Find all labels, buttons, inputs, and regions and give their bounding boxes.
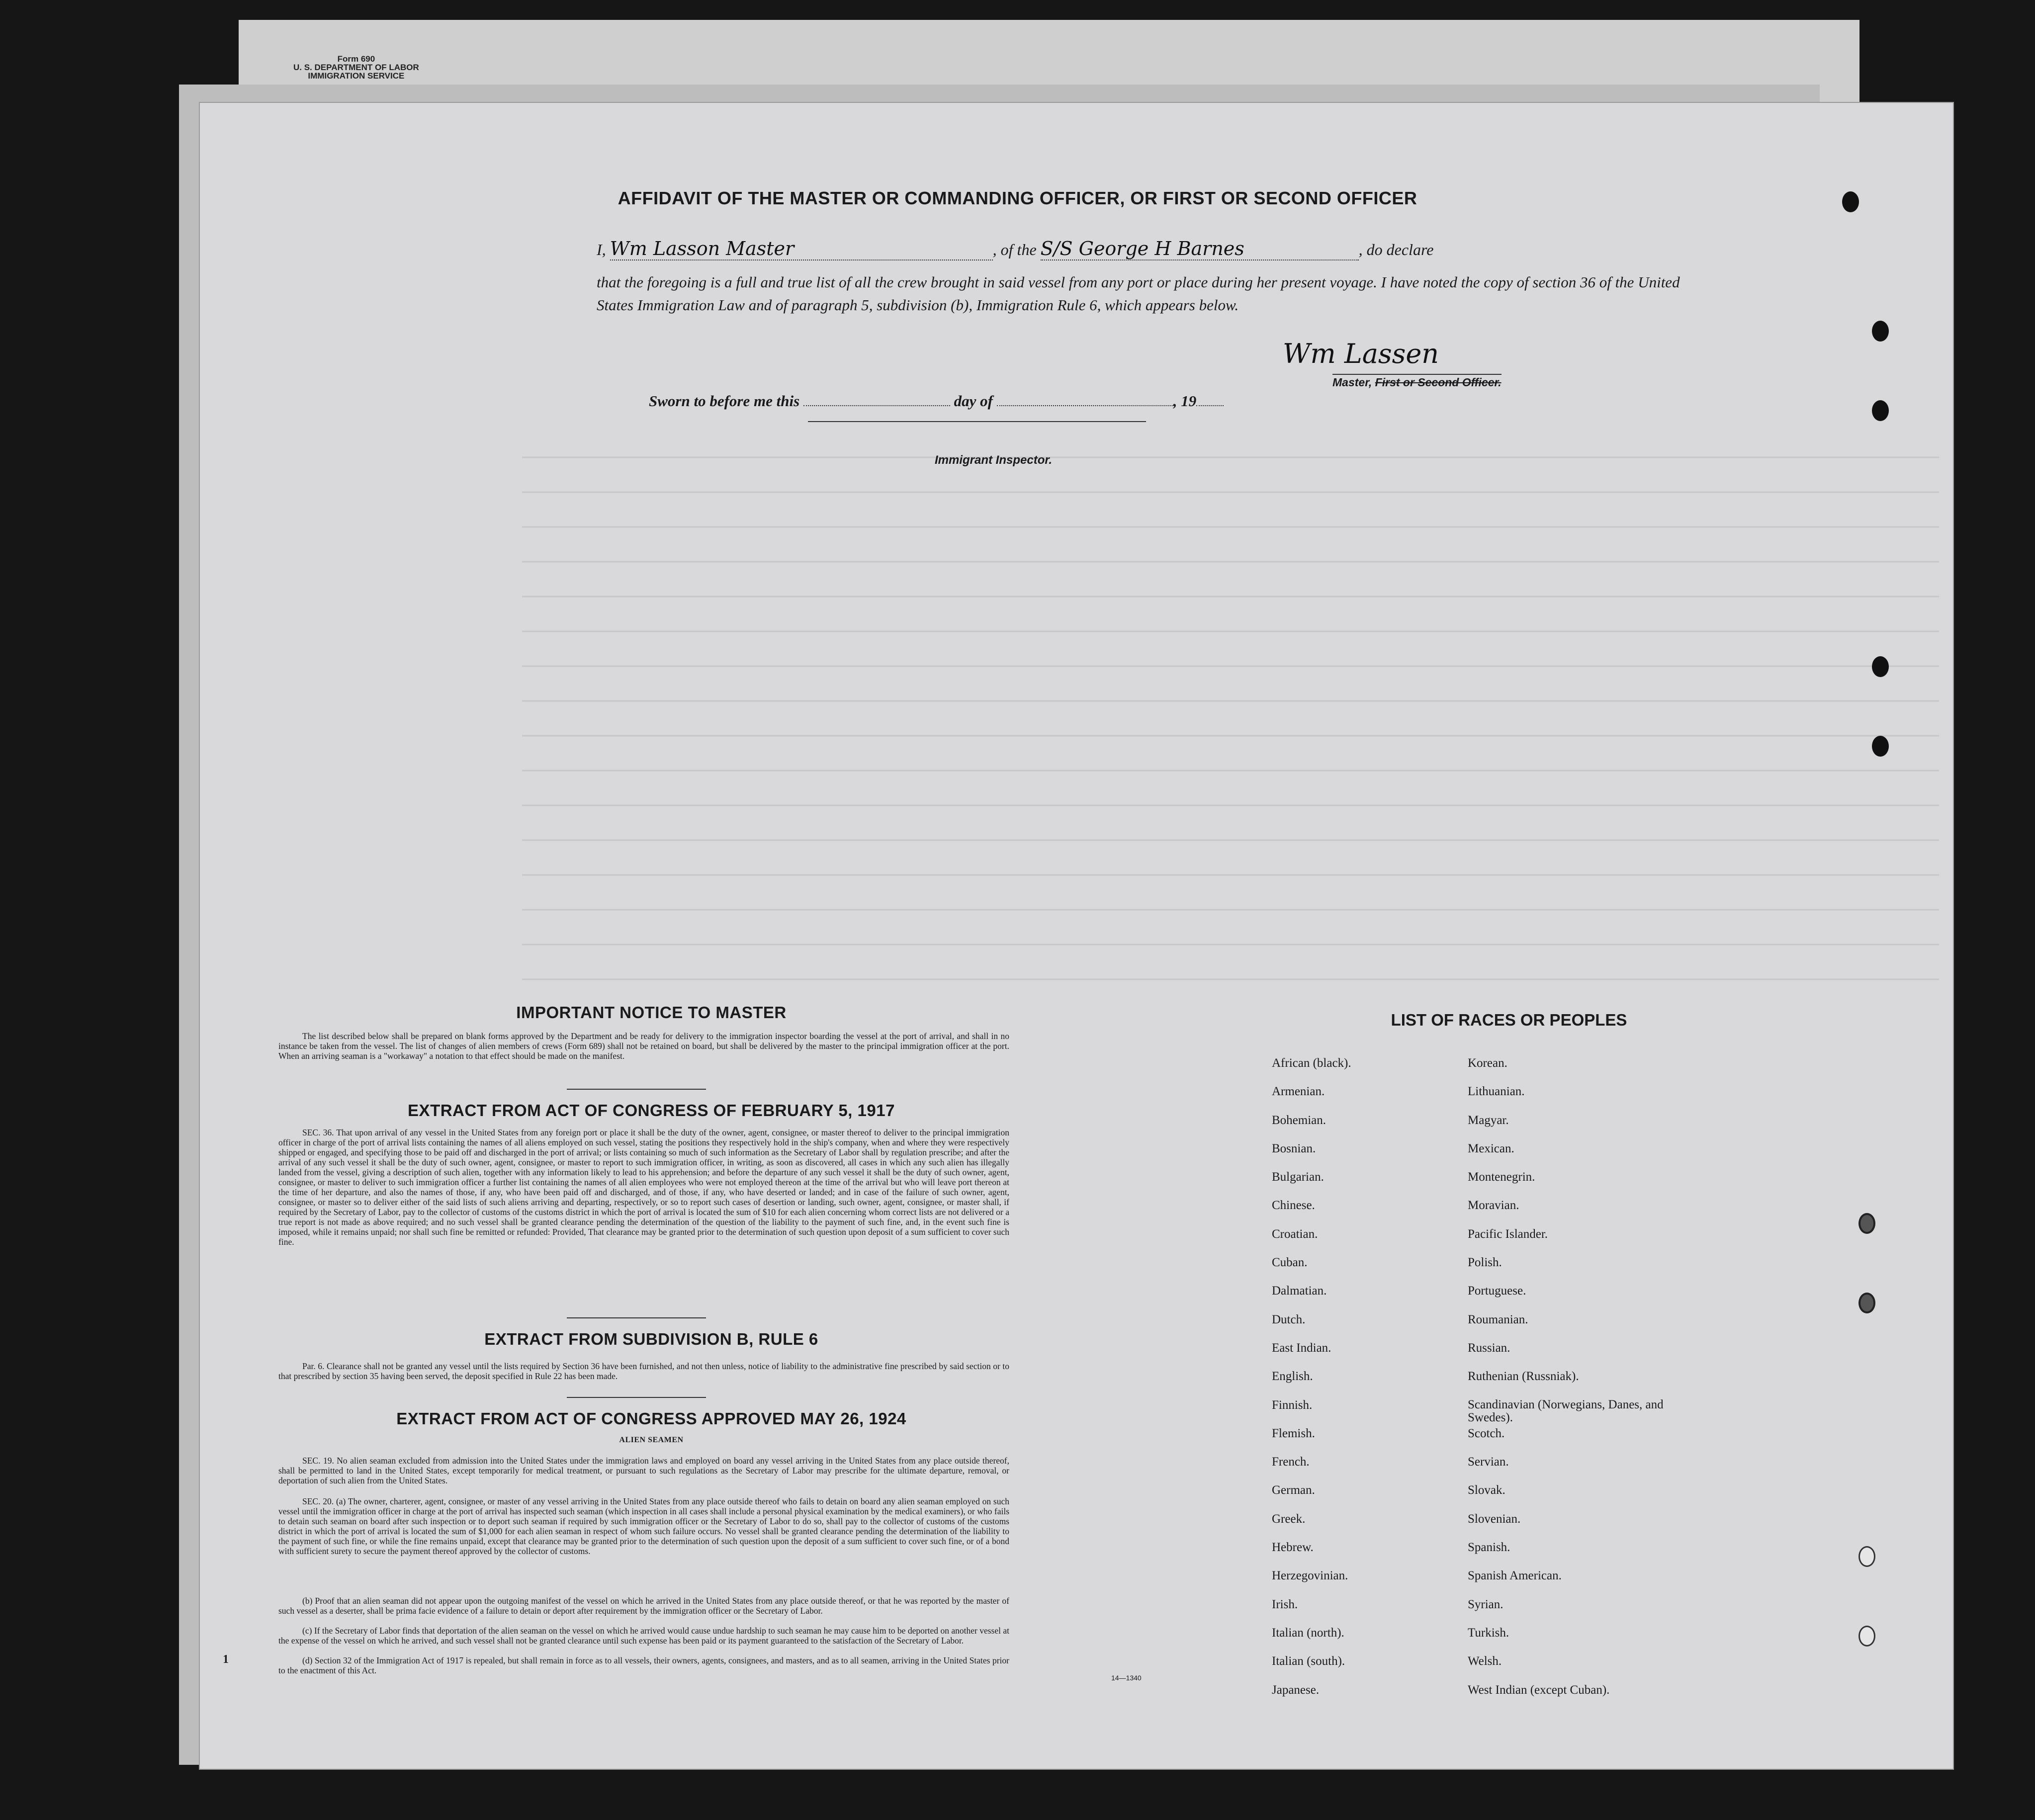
race-item: Pacific Islander. bbox=[1468, 1227, 1548, 1241]
race-item: Magyar. bbox=[1468, 1113, 1509, 1127]
master-signature: Wm Lassen bbox=[1283, 338, 1439, 369]
divider bbox=[567, 1317, 706, 1318]
race-item: Dutch. bbox=[1272, 1312, 1306, 1326]
sworn-month-field bbox=[997, 390, 1173, 406]
race-item: Flemish. bbox=[1272, 1426, 1315, 1440]
department-label: U. S. DEPARTMENT OF LABOR bbox=[293, 63, 419, 72]
inspector-signature-line bbox=[808, 420, 1146, 422]
declaration-body: that the foregoing is a full and true list of all the crew brought in said vessel from any port or place during her present voyage. I have noted the copy of section 36 of the United States Immigration Law and of paragraph 5, subdivision (b), Immigration Rule 6, which appears below. bbox=[597, 273, 1680, 314]
sworn-day-field bbox=[803, 390, 950, 406]
sec20a-text: SEC. 20. (a) The owner, charterer, agent, consignee, or master of any vessel arriving in the United States from any place outside thereof who fails to detain on board any alien seaman employed on such vessel until the immigration officer in charge at the port of arrival has inspected such seaman (which inspection in all cases shall include a personal physical examination by the medical examiners), or who fails to detain such seaman on board after such inspection or to deport such seaman if required by such immigration officer or the Secretary of Labor to do so, shall pay to the collector of customs of the customs district in which the port of arrival is located the sum of $1,000 for each alien seaman in respect of whom such failure occurs. No vessel shall be granted clearance pending the determination of the liability to the payment of such fine, or while the fine remains unpaid, except that clearance may be granted prior to the determination of such question upon the deposit of a sum sufficient to cover such fine, or of a bond with sufficient surety to secure the payment thereof approved by the collector of customs. bbox=[278, 1496, 1009, 1556]
binder-hole bbox=[1872, 736, 1889, 757]
race-item: English. bbox=[1272, 1370, 1313, 1384]
notice-title: IMPORTANT NOTICE TO MASTER bbox=[516, 1003, 787, 1022]
sec20d-text: (d) Section 32 of the Immigration Act of 1917 is repealed, but shall remain in force as to all vessels, their owners, agents, consignees, and masters, and as to all seamen, arriving in the United States prior to the enactment of this Act. bbox=[278, 1655, 1009, 1675]
extract-rule6-title: EXTRACT FROM SUBDIVISION B, RULE 6 bbox=[484, 1330, 818, 1348]
sworn-year-label: , 19 bbox=[1173, 392, 1197, 410]
race-item: Roumanian. bbox=[1468, 1312, 1528, 1326]
race-item: Finnish. bbox=[1272, 1398, 1313, 1412]
form-print-number: 14—1340 bbox=[1111, 1674, 1142, 1682]
race-item: Mexican. bbox=[1468, 1141, 1514, 1155]
race-item: Montenegrin. bbox=[1468, 1170, 1535, 1184]
form-number-label: Form 690 bbox=[337, 54, 375, 64]
race-item: Herzegovinian. bbox=[1272, 1569, 1348, 1583]
signature-role-master: Master, bbox=[1332, 376, 1372, 389]
race-item: Irish. bbox=[1272, 1597, 1298, 1611]
races-column-left bbox=[1272, 1056, 1351, 1712]
binder-hole bbox=[1858, 1213, 1875, 1234]
signature-role-struck: First or Second Officer. bbox=[1375, 376, 1502, 389]
race-item: Slovenian. bbox=[1468, 1512, 1521, 1526]
declaration-prefix: I, bbox=[597, 241, 606, 259]
extract-1917-title: EXTRACT FROM ACT OF CONGRESS OF FEBRUARY 5, 1917 bbox=[408, 1101, 895, 1120]
race-item: German. bbox=[1272, 1483, 1315, 1497]
binder-hole bbox=[1872, 400, 1889, 421]
race-item: Turkish. bbox=[1468, 1626, 1509, 1640]
race-item: Korean. bbox=[1468, 1056, 1507, 1070]
race-item: Bulgarian. bbox=[1272, 1170, 1324, 1184]
race-item: Lithuanian. bbox=[1468, 1085, 1525, 1099]
form-header bbox=[293, 55, 419, 80]
race-item: Spanish American. bbox=[1468, 1569, 1562, 1583]
race-item: Slovak. bbox=[1468, 1483, 1505, 1497]
do-declare-label: , do declare bbox=[1358, 241, 1434, 259]
race-item: Cuban. bbox=[1272, 1256, 1308, 1270]
sec20c-text: (c) If the Secretary of Labor finds that deportation of the alien seaman on the vessel on which he arrived would cause undue hardship to such seaman he may cause him to be deported on another vessel at the expense of the vessel on which he arrived, and such vessel shall not be granted clearance until such expense has been paid or its payment guaranteed to the satisfaction of the Secretary of Labor. bbox=[278, 1626, 1009, 1646]
race-item: Italian (north). bbox=[1272, 1626, 1344, 1640]
sworn-line bbox=[649, 390, 1224, 410]
race-item: Italian (south). bbox=[1272, 1654, 1345, 1668]
race-item: Spanish. bbox=[1468, 1541, 1510, 1555]
master-name-field: Wm Lasson Master bbox=[610, 238, 993, 260]
race-item: Scotch. bbox=[1468, 1426, 1505, 1440]
race-item: Syrian. bbox=[1468, 1597, 1504, 1611]
declaration-line bbox=[597, 238, 1720, 260]
race-item: Moravian. bbox=[1468, 1199, 1519, 1213]
extract-1917-text: SEC. 36. That upon arrival of any vessel in the United States from any foreign port or place it shall be the duty of the owner, agent, consignee, or master thereof to deliver to the principal immigration officer in charge of the port of arrival lists containing the names of all aliens employed on such vessel, stating the positions they respectively hold in the ship's company, when and where they were respectively shipped or engaged, and specifying those to be paid off and discharged in the port of arrival; or lists containing so much of such information as the Secretary of Labor shall by regulation prescribe; and after the arrival of any such vessel it shall be the duty of such owner, agent, consignee, or master to report to such immigration officer, in writing, as soon as discovered, all cases in which any such alien has illegally landed from the vessel, giving a description of such alien, together with any information likely to lead to his apprehension; and before the departure of any such vessel it shall be the duty of such owner, agent, consignee, or master to deliver to such immigration officer a further list containing the names of all alien employees who were not employed thereon at the time of the arrival but who will leave port thereon at the time of her departure, and also the names of those, if any, who have been paid off and discharged, and of those, if any, who have deserted or landed; and in case of the failure of such owner, agent, consignee, or master so to deliver either of the said lists of such aliens arriving and departing, respectively, or so to report such cases of desertion or landing, such owner, agent, consignee, or master shall, if required by the Secretary of Labor, pay to the collector of customs of the customs district in which the port of arrival is located the sum of $10 for each alien concerning whom correct lists are not delivered or a true report is not made as above required; and no such vessel shall be granted clearance pending the determination of the question of the liability to the payment of such fine, and, in the event such fine is imposed, while it remains unpaid; nor shall such fine be remitted or refunded: Provided, That clearance may be granted prior to the determination of such question upon deposit of a sum sufficient to cover such fine. bbox=[278, 1127, 1009, 1247]
binder-hole bbox=[1872, 321, 1889, 342]
race-item: Russian. bbox=[1468, 1341, 1510, 1355]
race-item: Bosnian. bbox=[1272, 1141, 1316, 1155]
race-item: Chinese. bbox=[1272, 1199, 1315, 1213]
race-item: Scandinavian (Norwegians, Danes, and Swedes). bbox=[1468, 1397, 1664, 1424]
extract-1924-title: EXTRACT FROM ACT OF CONGRESS APPROVED MAY 26, 1924 bbox=[396, 1409, 906, 1428]
notice-text: The list described below shall be prepared on blank forms approved by the Department and be ready for delivery to the immigration inspector boarding the vessel at the port of arrival, and shall in no instance be taken from the vessel. The list of changes of alien members of crews (Form 689) shall not be retained on board, but shall be delivered by the master to the principal immigration officer at the port. When an arriving seaman is a "workaway" a notation to that effect should be made on the manifest. bbox=[278, 1031, 1009, 1061]
binder-hole bbox=[1858, 1546, 1875, 1567]
sworn-prefix: Sworn to before me this bbox=[649, 392, 800, 410]
inspector-label: Immigrant Inspector. bbox=[935, 453, 1053, 467]
race-item: Japanese. bbox=[1272, 1683, 1320, 1697]
sworn-day-label: day of bbox=[954, 392, 993, 410]
service-label: IMMIGRATION SERVICE bbox=[308, 71, 405, 81]
affidavit-title: AFFIDAVIT OF THE MASTER OR COMMANDING OFFICER, OR FIRST OR SECOND OFFICER bbox=[618, 188, 1417, 208]
margin-mark: 1 bbox=[223, 1653, 229, 1666]
race-item: Hebrew. bbox=[1272, 1541, 1314, 1555]
race-item: Bohemian. bbox=[1272, 1113, 1327, 1127]
of-the-label: , of the bbox=[992, 241, 1037, 259]
race-item: Portuguese. bbox=[1468, 1284, 1526, 1298]
binder-hole bbox=[1858, 1293, 1875, 1313]
binder-hole bbox=[1872, 656, 1889, 677]
race-item: Dalmatian. bbox=[1272, 1284, 1327, 1298]
race-item: African (black). bbox=[1272, 1056, 1351, 1070]
race-item: Ruthenian (Russniak). bbox=[1468, 1370, 1579, 1384]
races-column-right bbox=[1468, 1056, 1677, 1712]
signature-role bbox=[1332, 374, 1502, 389]
race-item: Croatian. bbox=[1272, 1227, 1318, 1241]
sec20b-text: (b) Proof that an alien seaman did not appear upon the outgoing manifest of the vessel on which he arrived in the United States from any place outside thereof, or that he was reported by the master of such vessel as a deserter, shall be prima facie evidence of a failure to detain or deport after requirement by the immigration officer or the Secretary of Labor. bbox=[278, 1596, 1009, 1616]
alien-seamen-subtitle: ALIEN SEAMEN bbox=[619, 1436, 684, 1444]
divider bbox=[567, 1397, 706, 1398]
race-item: French. bbox=[1272, 1455, 1310, 1469]
race-item: Polish. bbox=[1468, 1256, 1502, 1270]
extract-rule6-text: Par. 6. Clearance shall not be granted any vessel until the lists required by Section 36 have been furnished, and not then unless, notice of liability to the administrative fine prescribed by said section or to that prescribed by section 35 having been served, the deposit specified in Rule 22 has been made. bbox=[278, 1361, 1009, 1381]
race-item: Servian. bbox=[1468, 1455, 1509, 1469]
sworn-year-field bbox=[1196, 390, 1224, 406]
race-item: Welsh. bbox=[1468, 1654, 1502, 1668]
race-item: Armenian. bbox=[1272, 1085, 1325, 1099]
binder-hole bbox=[1858, 1626, 1875, 1647]
races-title: LIST OF RACES OR PEOPLES bbox=[1391, 1011, 1627, 1029]
sec19-text: SEC. 19. No alien seaman excluded from admission into the United States under the immigration laws and employed on board any vessel arriving in the United States from any place outside thereof, shall be permitted to land in the United States, except temporarily for medical treatment, or pursuant to such regulations as the Secretary of Labor may prescribe for the ultimate departure, removal, or deportation of such alien from the United States. bbox=[278, 1456, 1009, 1485]
divider bbox=[567, 1089, 706, 1090]
race-item: West Indian (except Cuban). bbox=[1468, 1683, 1610, 1697]
race-item: Greek. bbox=[1272, 1512, 1306, 1526]
race-item: East Indian. bbox=[1272, 1341, 1331, 1355]
vessel-name-field: S/S George H Barnes bbox=[1041, 238, 1359, 260]
